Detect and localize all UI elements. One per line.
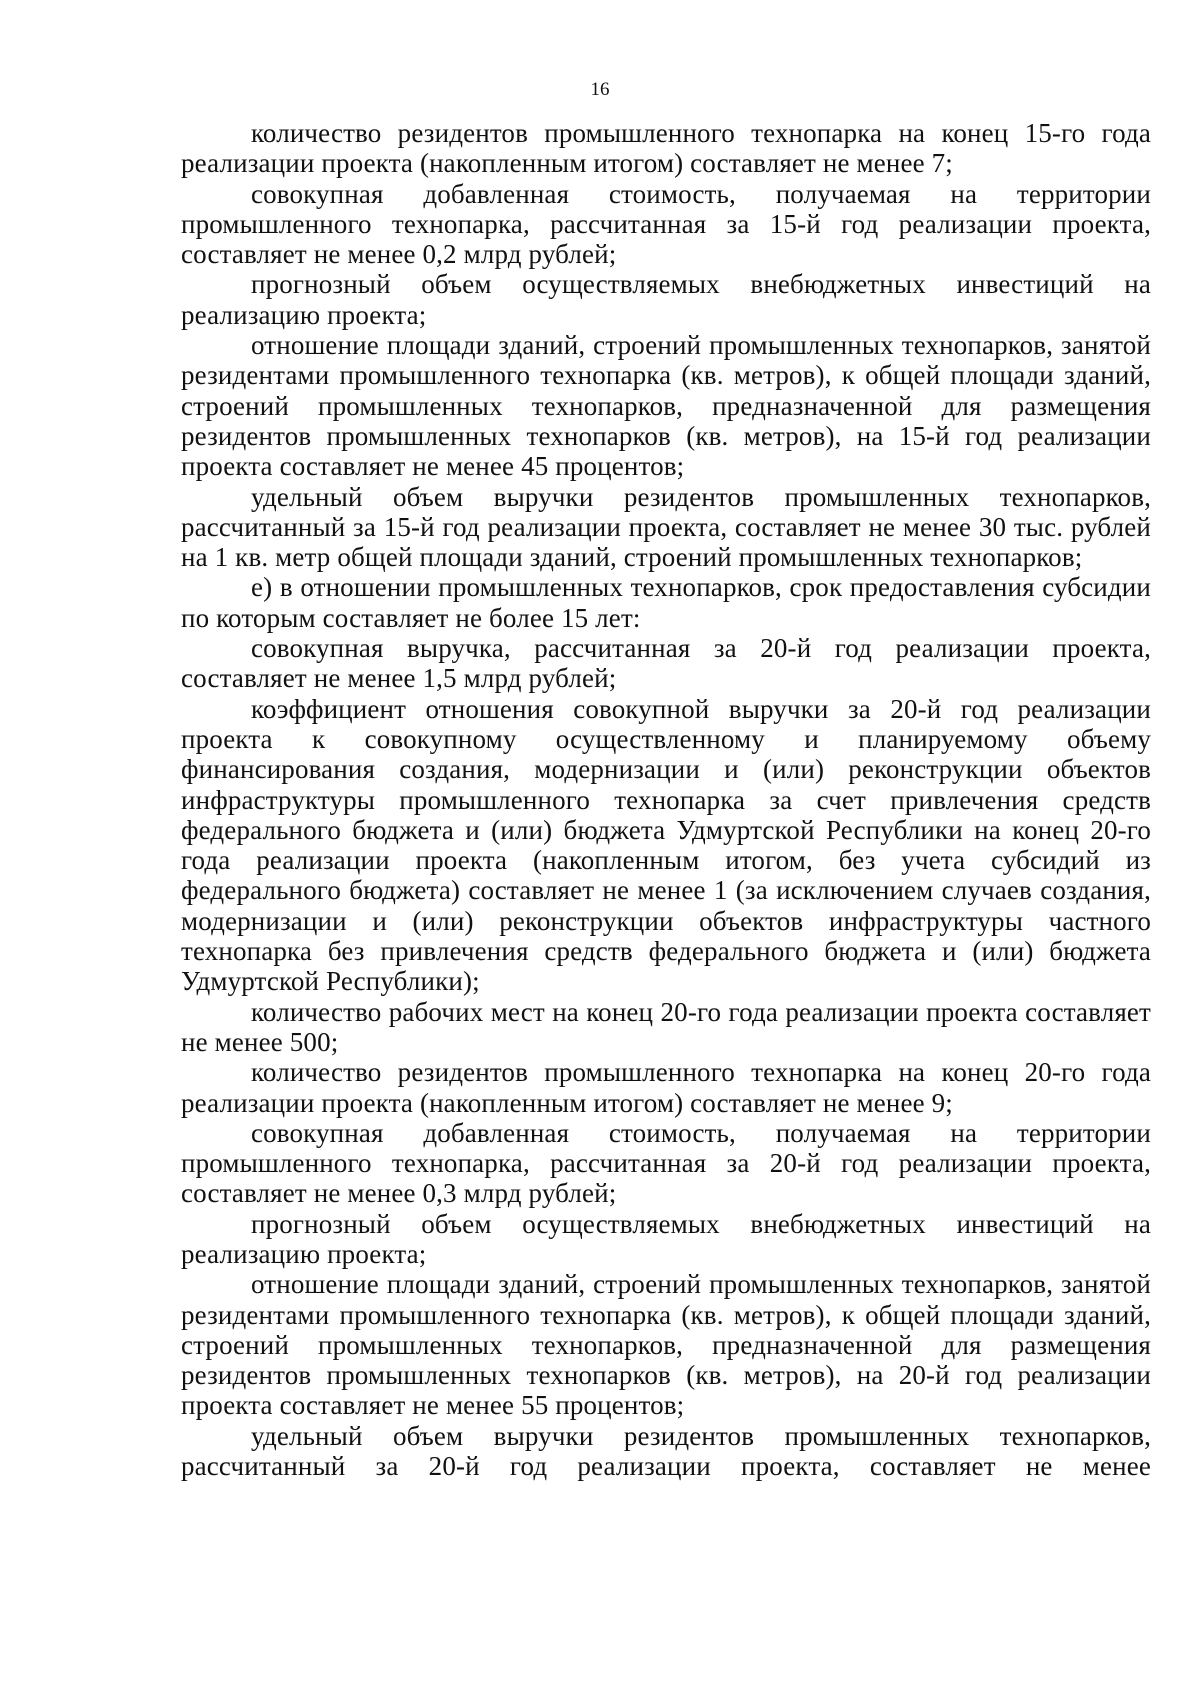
paragraph-revenue-coefficient-20-year: коэффициент отношения совокупной выручки за 20-й год реализации проекта к совокупному осуществленному и планируемому объему финансирования создания, модернизации и (или) реконструкции объектов инфраструктуры промышленного технопарка за счет привлечения средств федерального бюджета и (или) бюджета Удмуртской Республики на конец 20-го года реализации проекта (накопленным итогом, без учета субсидий из федерального бюджета) составляет не менее 1 (за исключением случаев создания, модернизации и (или) реконструкции объектов инфраструктуры частного технопарка без привлечения средств федерального бюджета и (или) бюджета Удмуртской Республики); [181,693,1151,997]
paragraph-area-ratio-20-year: отношение площади зданий, строений промышленных технопарков, занятой резидентами промышленного технопарка (кв. метров), к общей площади зданий, строений промышленных технопарков, предназначенной для размещения резидентов промышленных технопарков (кв. метров), на 20-й год реализации проекта составляет не менее 55 процентов; [181,1269,1151,1421]
document-body [181,118,1151,1481]
paragraph-added-value-15-year: совокупная добавленная стоимость, получаемая на территории промышленного технопарка, рассчитанная за 15-й год реализации проекта, составляет не менее 0,2 млрд рублей; [181,178,1151,270]
paragraph-added-value-20-year: совокупная добавленная стоимость, получаемая на территории промышленного технопарка, рассчитанная за 20-й год реализации проекта, составляет не менее 0,3 млрд рублей; [181,1117,1151,1209]
paragraph-subsection-e: е) в отношении промышленных технопарков, срок предоставления субсидии по которым составляет не более 15 лет: [181,572,1151,633]
paragraph-jobs-20-year: количество рабочих мест на конец 20-го года реализации проекта составляет не менее 500; [181,996,1151,1057]
page-number: 16 [590,79,610,100]
paragraph-revenue-per-meter-20-year: удельный объем выручки резидентов промышленных технопарков, рассчитанный за 20-й год реализации проекта, составляет не менее [181,1420,1151,1482]
paragraph-investments-15-year: прогнозный объем осуществляемых внебюджетных инвестиций на реализацию проекта; [181,269,1151,330]
paragraph-investments-20-year: прогнозный объем осуществляемых внебюджетных инвестиций на реализацию проекта; [181,1208,1151,1269]
paragraph-area-ratio-15-year: отношение площади зданий, строений промышленных технопарков, занятой резидентами промышленного технопарка (кв. метров), к общей площади зданий, строений промышленных технопарков, предназначенной для размещения резидентов промышленных технопарков (кв. метров), на 15-й год реализации проекта составляет не менее 45 процентов; [181,330,1151,482]
paragraph-total-revenue-20-year: совокупная выручка, рассчитанная за 20-й год реализации проекта, составляет не менее 1,5 млрд рублей; [181,633,1151,694]
paragraph-residents-20-year: количество резидентов промышленного технопарка на конец 20-го года реализации проекта (накопленным итогом) составляет не менее 9; [181,1057,1151,1118]
paragraph-revenue-per-meter-15-year: удельный объем выручки резидентов промышленных технопарков, рассчитанный за 15-й год реализации проекта, составляет не менее 30 тыс. рублей на 1 кв. метр общей площади зданий, строений промышленных технопарков; [181,481,1151,573]
paragraph-residents-15-year: количество резидентов промышленного технопарка на конец 15-го года реализации проекта (накопленным итогом) составляет не менее 7; [181,118,1151,179]
